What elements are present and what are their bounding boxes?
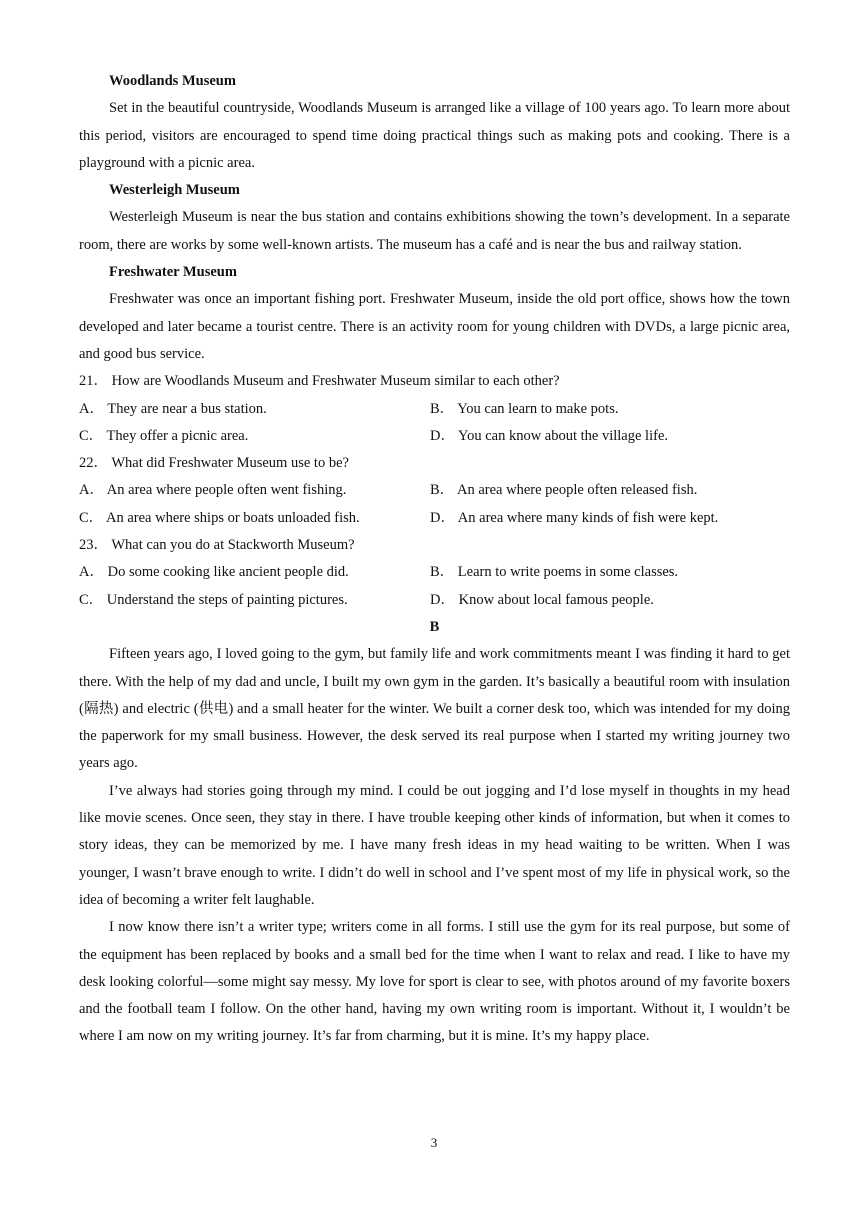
option-d: D． Know about local famous people. [430, 591, 654, 608]
question-21-options-row-1 [79, 396, 790, 423]
option-c: C． They offer a picnic area. [79, 427, 249, 444]
question-22-options-row-2 [79, 505, 790, 532]
option-b: B． An area where people often released fish. [430, 482, 698, 499]
option-d: D． An area where many kinds of fish were kept. [430, 509, 719, 526]
option-a: A． Do some cooking like ancient people did. [79, 564, 349, 581]
question-21-options-row-2 [79, 423, 790, 450]
museum-description: Westerleigh Museum is near the bus station and contains exhibitions showing the town’s development. In a separate room, there are works by some well-known artists. The museum has a café and is near the bus and railway station. [79, 209, 790, 253]
option-b: B． You can learn to make pots. [430, 400, 619, 417]
museum-title: Woodlands Museum [109, 73, 236, 89]
passage-paragraph: Fifteen years ago, I loved going to the gym, but family life and work commitments meant I was finding it hard to get there. With the help of my dad and uncle, I built my own gym in the garden. It’s basically a beautiful room with insulation (隔热) and electric (供电) and a small heater for the winter. We built a corner desk too, which was intended for my doing the paperwork for my small business. However, the desk served its real purpose when I started my writing journey two years ago. [79, 646, 790, 772]
section-label: B [429, 618, 440, 635]
page-number: 3 [430, 1135, 438, 1150]
passage-paragraph: I now know there isn’t a writer type; writers come in all forms. I still use the gym for its real purpose, but some of the equipment has been replaced by books and a small bed for the time when I want to relax and read. I like to have my desk looking colorful—some might say messy. My love for sport is clear to see, with photos around of my favorite boxers and the football team I follow. On the other hand, having my own writing room is important. Without it, I wouldn’t be where I am now on my writing journey. It’s far from charming, but it is mine. It’s my happy place. [79, 919, 790, 1045]
passage-paragraph: I’ve always had stories going through my mind. I could be out jogging and I’d lose myself in thoughts in my head like movie scenes. Once seen, they stay in there. I have trouble keeping other kinds of information, but when it comes to story ideas, they can be memorized by me. I have many fresh ideas in my head waiting to be written. When I was younger, I wasn’t brave enough to write. I didn’t do well in school and I’ve spent most of my life in physical work, so the idea of becoming a writer felt laughable. [79, 782, 790, 908]
question-21: 21． How are Woodlands Museum and Freshwater Museum similar to each other? [79, 373, 560, 390]
museum-title: Freshwater Museum [109, 264, 237, 281]
question-23: 23． What can you do at Stackworth Museum? [79, 537, 355, 554]
question-22: 22． What did Freshwater Museum use to be? [79, 455, 349, 472]
option-a: A． They are near a bus station. [79, 400, 267, 417]
option-c: C． Understand the steps of painting pictures. [79, 591, 348, 608]
page-content [79, 68, 790, 1051]
option-d: D． You can know about the village life. [430, 427, 669, 444]
option-c: C． An area where ships or boats unloaded fish. [79, 509, 360, 526]
question-23-options-row-2 [79, 587, 790, 614]
museum-description: Set in the beautiful countryside, Woodlands Museum is arranged like a village of 100 years ago. To learn more about this period, visitors are encouraged to spend time doing practical things such as making pots and cooking. There is a playground with a picnic area. [79, 100, 790, 171]
option-b: B． Learn to write poems in some classes. [430, 564, 679, 581]
question-22-options-row-1 [79, 477, 790, 504]
question-23-options-row-1 [79, 559, 790, 586]
option-a: A． An area where people often went fishing. [79, 482, 347, 499]
museum-title: Westerleigh Museum [109, 182, 240, 199]
museum-description: Freshwater was once an important fishing port. Freshwater Museum, inside the old port office, shows how the town developed and later became a tourist centre. There is an activity room for young children with DVDs, a large picnic area, and good bus service. [79, 291, 790, 362]
